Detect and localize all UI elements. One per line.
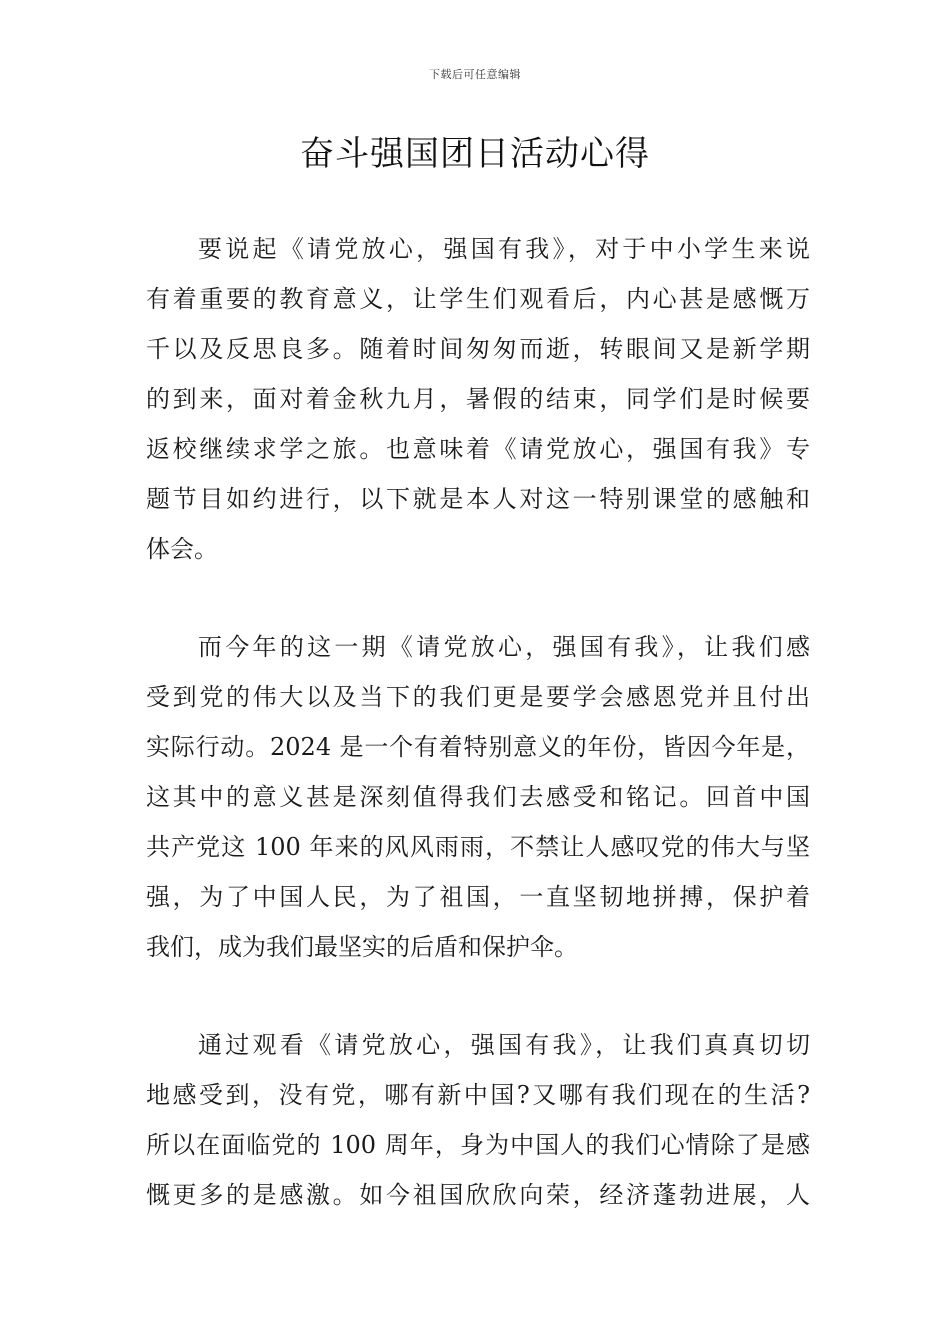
paragraph-line: 实际行动。2024 是一个有着特别意义的年份，皆因今年是， bbox=[146, 733, 810, 761]
paragraph-line: 所以在面临党的 100 周年，身为中国人的我们心情除了是感 bbox=[146, 1131, 810, 1159]
paragraph-line: 而今年的这一期《请党放心，强国有我》，让我们感 bbox=[198, 633, 810, 661]
paragraph-line: 千以及反思良多。随着时间匆匆而逝，转眼间又是新学期 bbox=[146, 335, 810, 363]
paragraph-line: 地感受到，没有党，哪有新中国?又哪有我们现在的生活? bbox=[146, 1081, 810, 1109]
paragraph-line: 要说起《请党放心，强国有我》，对于中小学生来说 bbox=[198, 235, 810, 263]
paragraph-line: 题节目如约进行，以下就是本人对这一特别课堂的感触和 bbox=[146, 485, 810, 513]
paragraph-2 bbox=[146, 622, 810, 972]
paragraph-line: 返校继续求学之旅。也意味着《请党放心，强国有我》专 bbox=[146, 435, 810, 463]
paragraph-line: 通过观看《请党放心，强国有我》，让我们真真切切 bbox=[198, 1031, 810, 1059]
header-note: 下载后可任意编辑 bbox=[429, 68, 521, 81]
paragraph-line: 强，为了中国人民，为了祖国，一直坚韧地拼搏，保护着 bbox=[146, 883, 810, 911]
paragraph-line: 慨更多的是感激。如今祖国欣欣向荣，经济蓬勃进展，人 bbox=[146, 1181, 810, 1209]
paragraph-line: 共产党这 100 年来的风风雨雨，不禁让人感叹党的伟大与坚 bbox=[146, 833, 810, 861]
paragraph-line: 的到来，面对着金秋九月，暑假的结束，同学们是时候要 bbox=[146, 385, 810, 413]
document-title: 奋斗强国团日活动心得 bbox=[300, 134, 650, 174]
paragraph-3 bbox=[146, 1020, 810, 1220]
paragraph-line: 我们，成为我们最坚实的后盾和保护伞。 bbox=[146, 933, 578, 961]
paragraph-line: 受到党的伟大以及当下的我们更是要学会感恩党并且付出 bbox=[146, 683, 810, 711]
paragraph-1 bbox=[146, 224, 810, 574]
paragraph-line: 有着重要的教育意义，让学生们观看后，内心甚是感慨万 bbox=[146, 285, 810, 313]
paragraph-line: 这其中的意义甚是深刻值得我们去感受和铭记。回首中国 bbox=[146, 783, 810, 811]
paragraph-line: 体会。 bbox=[146, 535, 218, 563]
